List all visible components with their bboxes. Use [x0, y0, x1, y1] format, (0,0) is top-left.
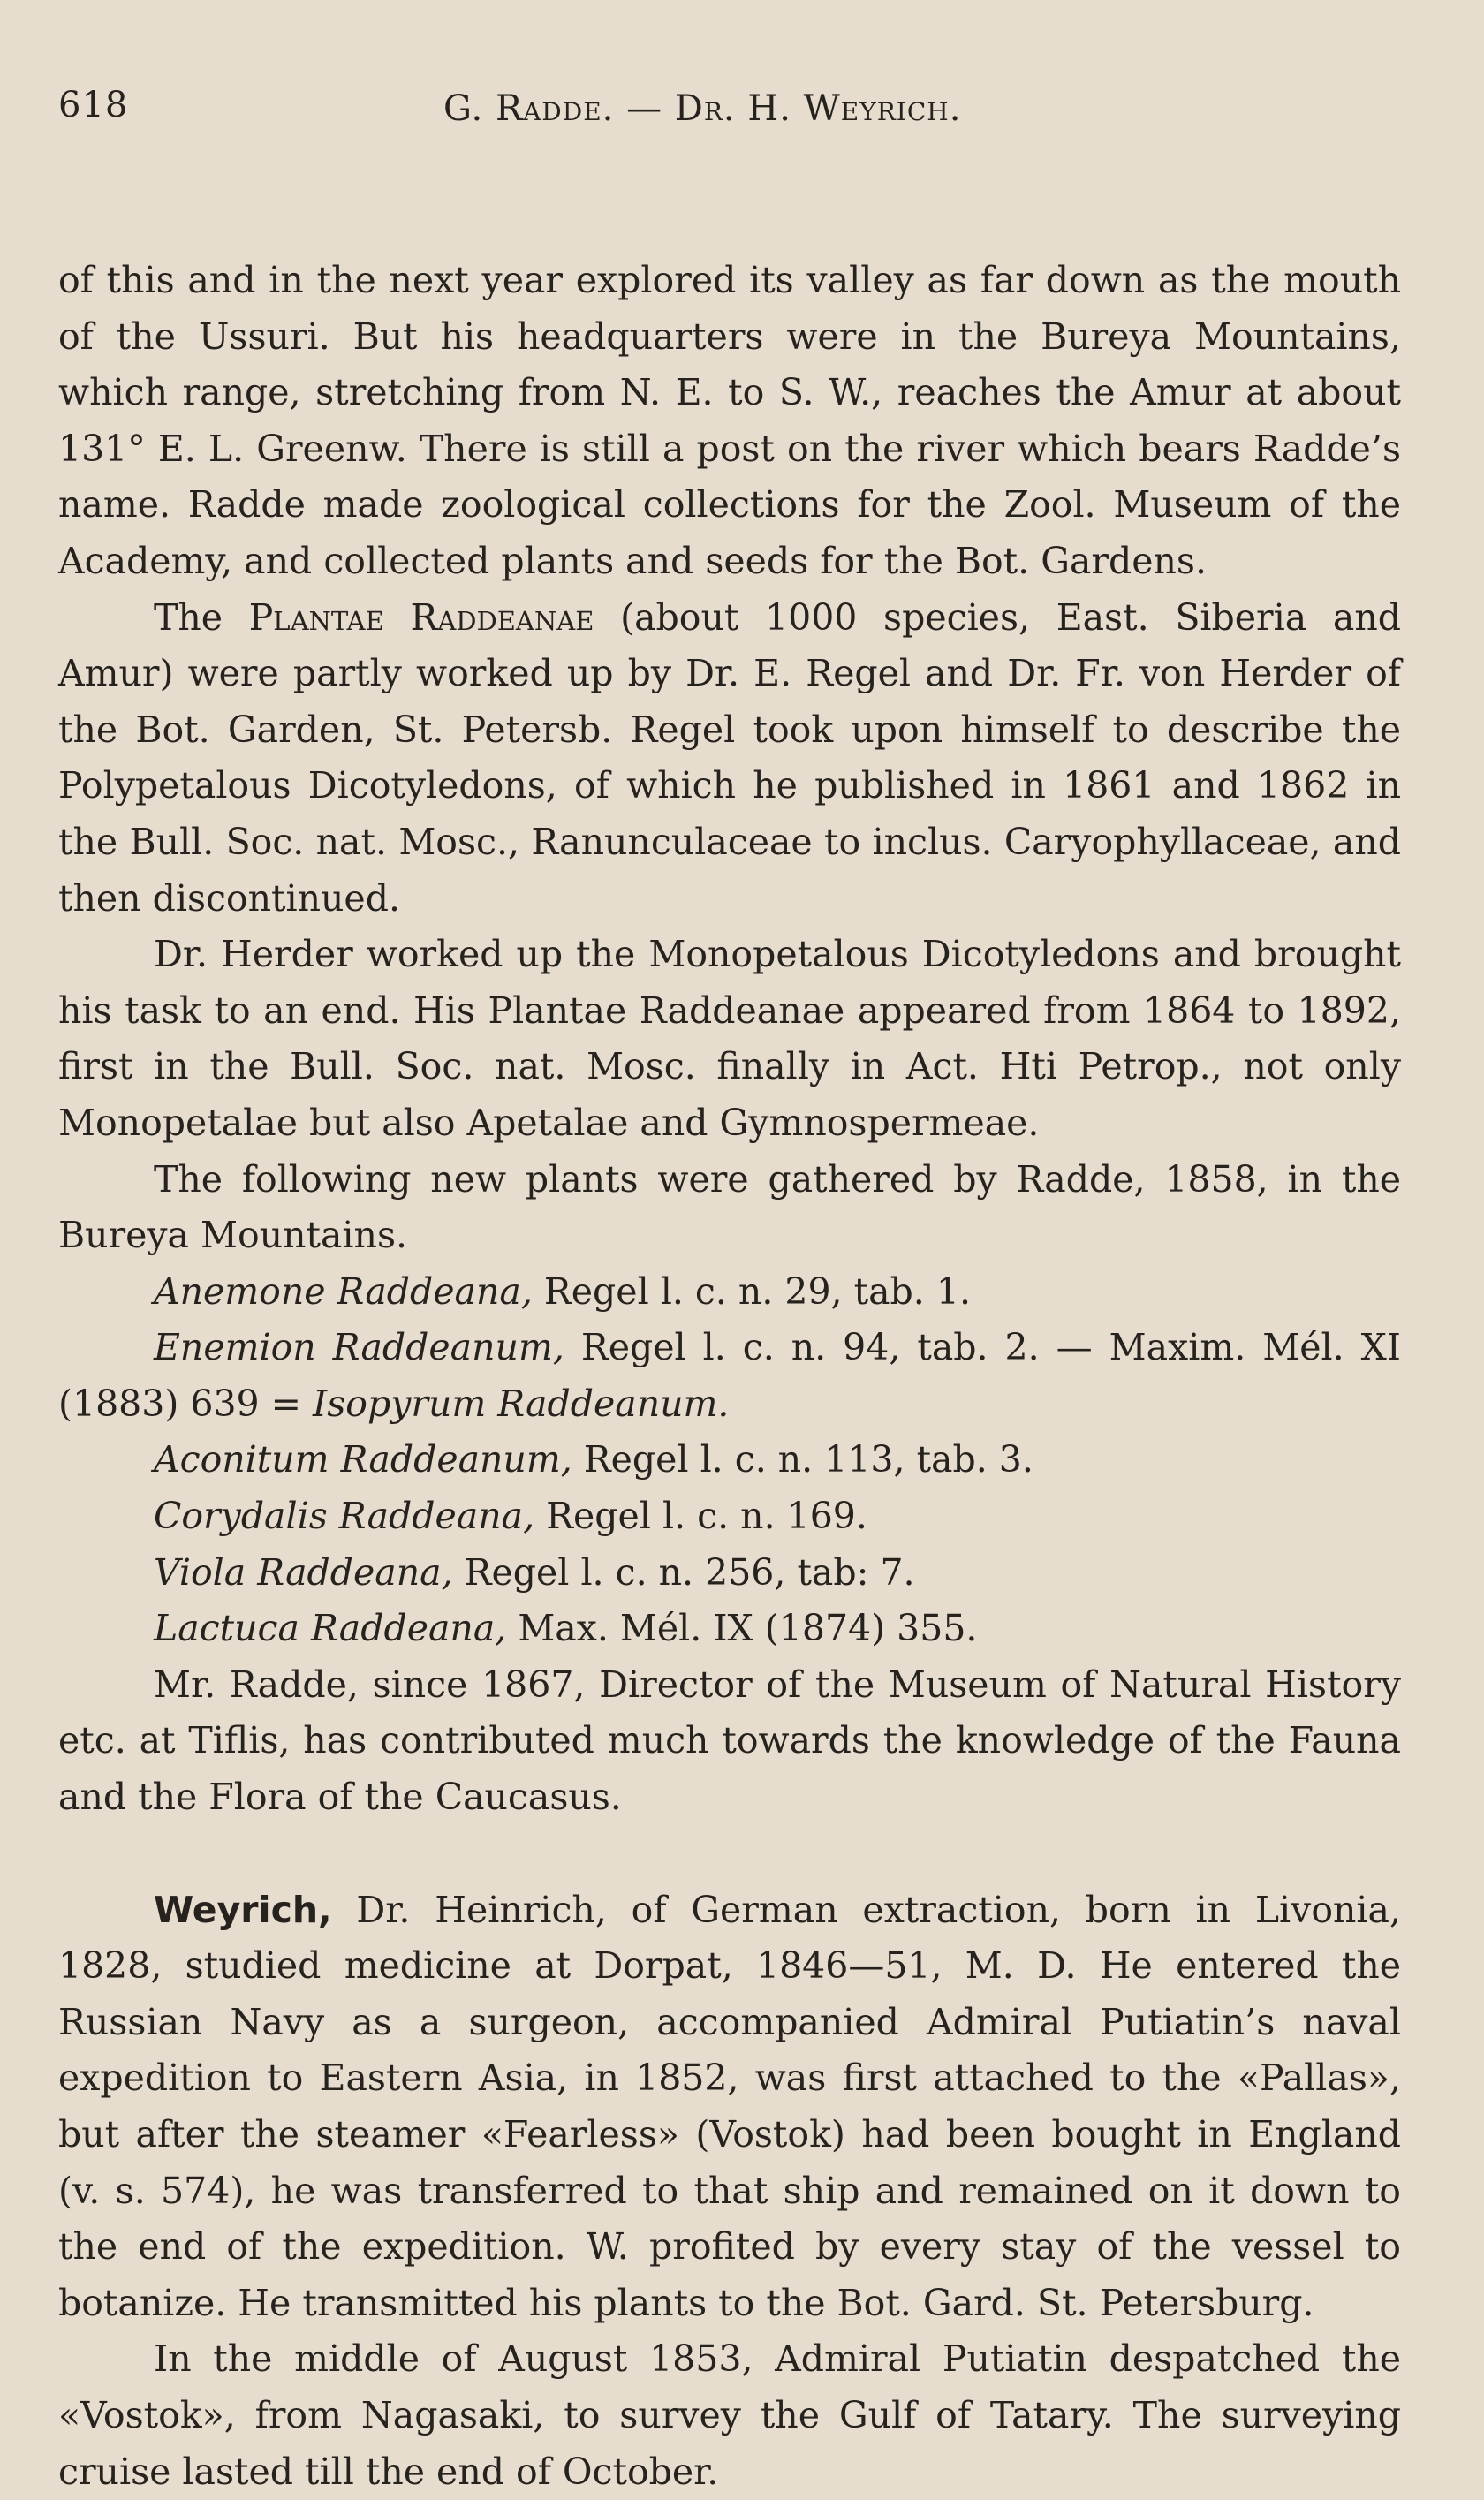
plant-name: Lactuca Raddeana, — [154, 1607, 507, 1650]
weyrich-entry — [58, 1883, 1401, 2332]
paragraph-3: Dr. Herder worked up the Monopetalous Dicotyledons and brought his task to an end. His Plantae Raddeanae appeared from 1864 to 1892, first in the Bull. Soc. nat. Mosc. finally in Act. Hti Petrop., not only Monopetalae but also Apetalae and Gymnospermeae. — [58, 933, 1401, 1144]
plant-name: Enemion Raddeanum, — [154, 1326, 564, 1369]
paragraph-1: of this and in the next year explored its valley as far down as the mouth of the Ussuri. But his headquarters were in the Bureya Mountains, which range, stretching from N. E. to S. W., reaches the Amur at about 131° E. L. Greenw. There is still a post on the river which bears Radde’s name. Radde made zoological collections for the Zool. Museum of the Academy, and collected plants and seeds for the Bot. Gardens. — [58, 259, 1401, 582]
page-header — [58, 85, 1401, 155]
plant-entry — [58, 1601, 1401, 1657]
plant-entry — [58, 1320, 1401, 1432]
plant-reference: Max. Mél. IX (1874) 355. — [506, 1607, 978, 1650]
paragraph-2 — [58, 590, 1401, 928]
weyrich-name: Weyrich, — [154, 1888, 332, 1931]
page-number: 618 — [58, 85, 129, 125]
paragraph-2-rest: (about 1000 species, East. Siberia and Amur) were partly worked up by Dr. E. Regel and Dr. Fr. von Herder of the Bot. Garden, St. Petersb. Regel took upon himself to describe the Polypetalous Dicotyledons, of which he published in 1861 and 1862 in the Bull. Soc. nat. Mosc., Ranunculaceae to inclus. Caryophyllaceae, and then discontinued. — [58, 595, 1401, 920]
plant-synonym: Isopyrum Raddeanum. — [313, 1382, 730, 1425]
running-head: G. Radde. — Dr. H. Weyrich. — [443, 88, 962, 129]
plant-name: Corydalis Raddeana, — [154, 1495, 535, 1538]
page-body — [58, 253, 1401, 2500]
plant-entry — [58, 1489, 1401, 1545]
plant-name: Anemone Raddeana, — [154, 1269, 533, 1313]
plant-name: Aconitum Raddeanum, — [154, 1438, 572, 1481]
plant-name: Viola Raddeana, — [154, 1550, 453, 1594]
weyrich-text: Dr. Heinrich, of German extraction, born in Livonia, 1828, studied medicine at Dorpat, 1846—51, M. D. He entered the Russian Navy as a surgeon, accompanied Admiral Putiatin’s naval expedition to Eastern Asia, in 1852, was first attached to the «Pallas», but after the steamer «Fearless» (Vostok) had been bought in England (v. s. 574), he was transferred to that ship and remained on it down to the end of the expedition. W. profited by every stay of the vessel to botanize. He transmitted his plants to the Bot. Gard. St. Petersburg. — [58, 1888, 1401, 2324]
paragraph-5: Mr. Radde, since 1867, Director of the Museum of Natural History etc. at Tiflis, has contributed much towards the knowledge of the Fauna and the Flora of the Caucasus. — [58, 1663, 1401, 1819]
plant-reference: Regel l. c. n. 113, tab. 3. — [572, 1438, 1034, 1481]
plant-reference: Regel l. c. n. 169. — [534, 1495, 867, 1538]
plant-reference: Regel l. c. n. 94, tab. 2. — Maxim. Mél. XI (1883) 639 = — [58, 1326, 1402, 1425]
paragraph-2-lead: The — [154, 595, 249, 639]
plant-reference: Regel l. c. n. 256, tab: 7. — [452, 1550, 915, 1594]
plant-entry — [58, 1264, 1401, 1321]
paragraph-4: The following new plants were gathered by Radde, 1858, in the Bureya Mountains. — [58, 1157, 1401, 1257]
plant-reference: Regel l. c. n. 29, tab. 1. — [532, 1269, 971, 1313]
plant-entry — [58, 1432, 1401, 1489]
paragraph-6: In the middle of August 1853, Admiral Putiatin despatched the «Vostok», from Nagasaki, to survey the Gulf of Tatary. The surveying cruise lasted till the end of October. — [58, 2337, 1401, 2493]
section-gap — [58, 1826, 1401, 1883]
plantae-raddeanae-title: Plantae Raddeanae — [248, 595, 594, 639]
plant-entry — [58, 1545, 1401, 1602]
